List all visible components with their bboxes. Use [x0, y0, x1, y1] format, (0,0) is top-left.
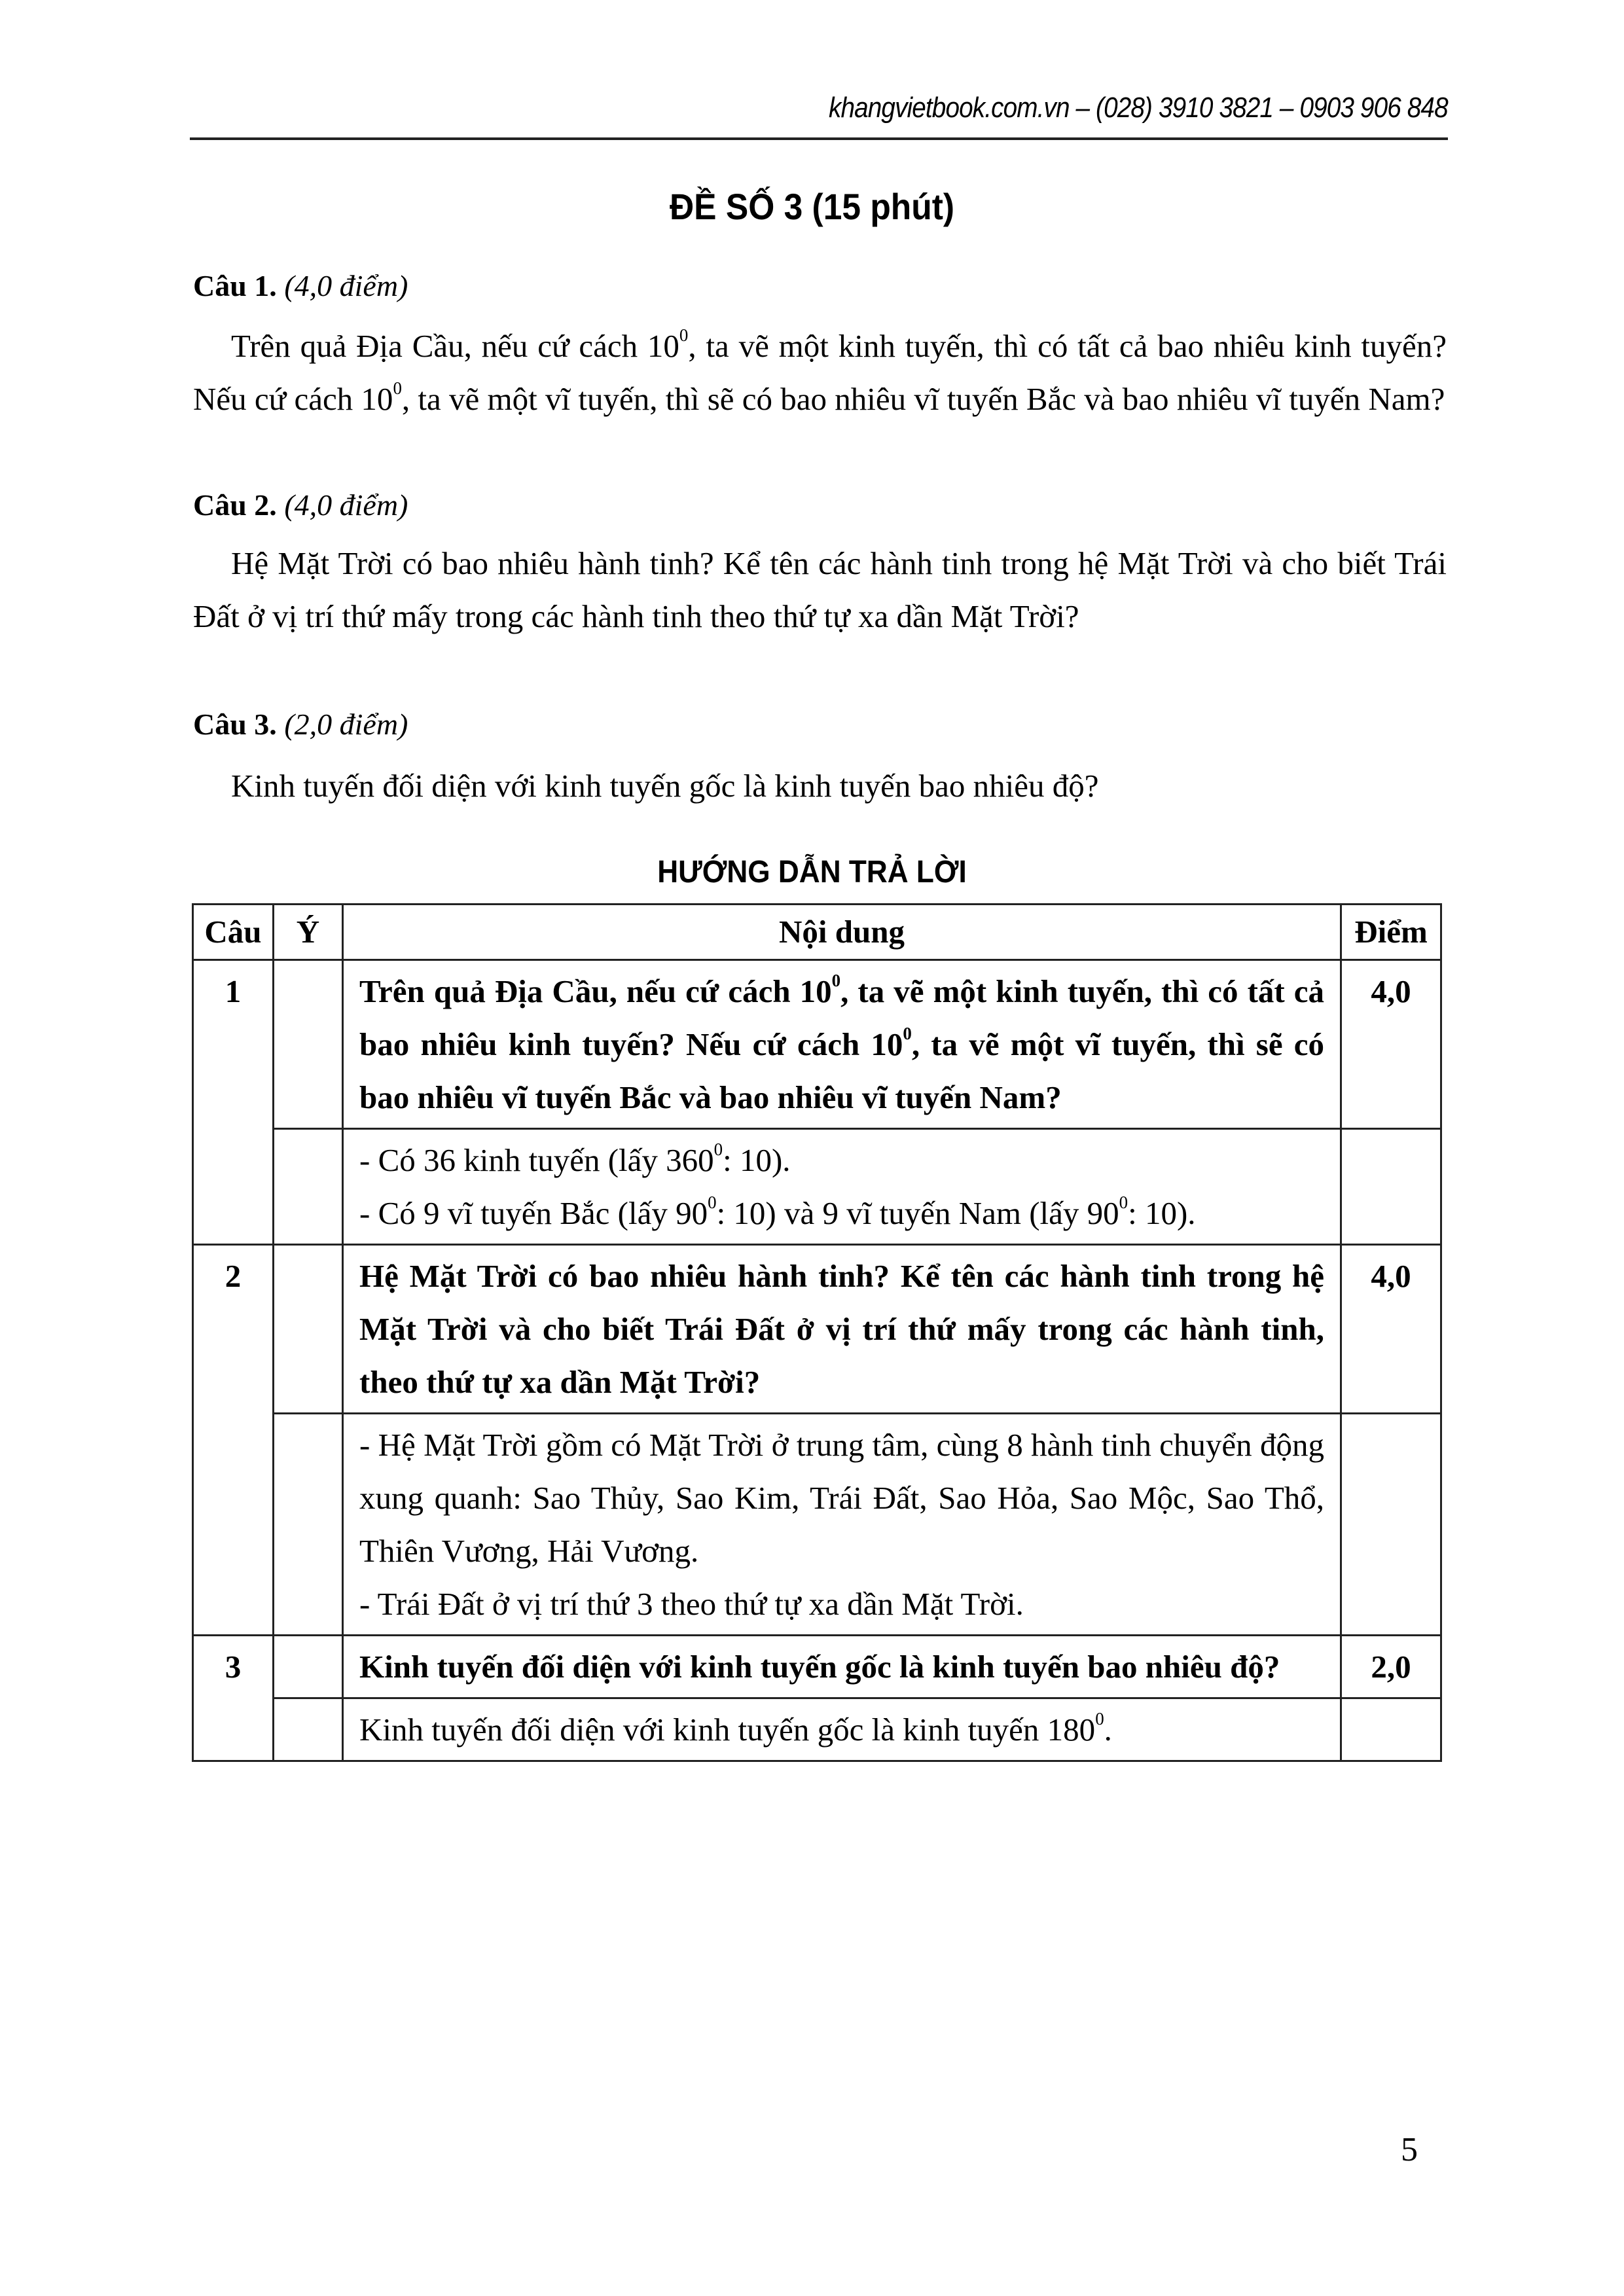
question-number: Câu 3.	[193, 708, 277, 741]
exam-title: ĐỀ SỐ 3 (15 phút)	[669, 186, 955, 227]
degree-superscript: 0	[708, 1192, 717, 1212]
question-content-cell: Hệ Mặt Trời có bao nhiêu hành tinh? Kể tên các hành tinh trong hệ Mặt Trời và cho biết Trái Đất ở vị trí thứ mấy trong các hành tinh, theo thứ tự xa dần Mặt Trời?	[343, 1245, 1341, 1414]
question-1-text	[193, 319, 1447, 425]
column-header-part: Ý	[274, 905, 343, 960]
degree-superscript: 0	[393, 378, 402, 398]
question-points: (2,0 điểm)	[284, 708, 408, 741]
text-segment: Trên quả Địa Cầu, nếu cứ cách 10	[359, 973, 832, 1009]
question-2-text: Hệ Mặt Trời có bao nhiêu hành tinh? Kể tên các hành tinh trong hệ Mặt Trời và cho biết Trái Đất ở vị trí thứ mấy trong các hành tinh theo thứ tự xa dần Mặt Trời?	[193, 545, 1447, 634]
answer-line: - Trái Đất ở vị trí thứ 3 theo thứ tự xa dần Mặt Trời.	[359, 1586, 1024, 1622]
score-cell: 4,0	[1341, 1245, 1441, 1414]
score-cell: 2,0	[1341, 1636, 1441, 1698]
text-segment: - Có 36 kinh tuyến (lấy 360	[359, 1142, 714, 1178]
part-cell	[274, 1698, 343, 1761]
answer-content-cell	[343, 1129, 1341, 1245]
answer-line	[359, 1187, 1324, 1240]
question-3-text: Kinh tuyến đối diện với kinh tuyến gốc là kinh tuyến bao nhiêu độ?	[231, 768, 1099, 804]
column-header-question: Câu	[193, 905, 274, 960]
question-number: Câu 1.	[193, 269, 277, 302]
answer-line: - Hệ Mặt Trời gồm có Mặt Trời ở trung tâm, cùng 8 hành tinh chuyển động xung quanh: Sao Thủy, Sao Kim, Trái Đất, Sao Hỏa, Sao Mộc, Sao Thổ, Thiên Vương, Hải Vương.	[359, 1427, 1324, 1569]
degree-superscript: 0	[1119, 1192, 1128, 1212]
question-number-cell: 3	[193, 1636, 274, 1761]
degree-superscript: 0	[831, 970, 841, 990]
question-1-label	[193, 268, 408, 303]
column-header-content: Nội dung	[343, 905, 1341, 960]
answer-line	[359, 1134, 1324, 1187]
part-cell	[274, 1245, 343, 1414]
degree-superscript: 0	[713, 1139, 723, 1159]
score-cell: 4,0	[1341, 960, 1441, 1129]
table-row	[193, 1698, 1441, 1761]
text-segment: Trên quả Địa Cầu, nếu cứ cách 10	[231, 328, 679, 364]
score-cell	[1341, 1698, 1441, 1761]
publisher-contact: khangvietbook.com.vn – (028) 3910 3821 – 0903 906 848	[829, 92, 1448, 124]
text-segment: , ta vẽ một vĩ tuyến, thì sẽ có bao nhiêu vĩ tuyến Bắc và bao nhiêu vĩ tuyến Nam?	[359, 1026, 1324, 1115]
table-row	[193, 960, 1441, 1129]
question-content-cell: Kinh tuyến đối diện với kinh tuyến gốc là kinh tuyến bao nhiêu độ?	[343, 1636, 1341, 1698]
question-3-label	[193, 707, 408, 742]
answer-table	[192, 903, 1442, 1762]
score-cell	[1341, 1129, 1441, 1245]
question-points: (4,0 điểm)	[284, 269, 408, 302]
table-row	[193, 1636, 1441, 1698]
answer-section-title: HƯỚNG DẪN TRẢ LỜI	[657, 855, 967, 889]
text-segment: .	[1104, 1712, 1112, 1748]
text-segment: - Có 9 vĩ tuyến Bắc (lấy 90	[359, 1195, 708, 1231]
question-number: Câu 2.	[193, 488, 277, 522]
text-segment: : 10).	[1128, 1195, 1196, 1231]
text-segment: : 10) và 9 vĩ tuyến Nam (lấy 90	[716, 1195, 1119, 1231]
part-cell	[274, 960, 343, 1129]
question-number-cell: 2	[193, 1245, 274, 1636]
text-segment: Kinh tuyến đối diện với kinh tuyến gốc là kinh tuyến 180	[359, 1712, 1096, 1748]
text-segment: , ta vẽ một kinh tuyến, thì có tất cả bao nhiêu kinh tuyến? Nếu cứ cách 10	[359, 973, 1325, 1062]
answer-content-cell	[343, 1698, 1341, 1761]
degree-superscript: 0	[903, 1023, 912, 1043]
question-2-label	[193, 488, 408, 522]
page-header	[190, 92, 1448, 140]
table-row	[193, 1245, 1441, 1414]
score-cell	[1341, 1414, 1441, 1636]
answer-content-cell	[343, 1414, 1341, 1636]
table-row	[193, 1129, 1441, 1245]
question-number-cell: 1	[193, 960, 274, 1245]
part-cell	[274, 1129, 343, 1245]
part-cell	[274, 1636, 343, 1698]
question-points: (4,0 điểm)	[284, 488, 408, 522]
part-cell	[274, 1414, 343, 1636]
text-segment: : 10).	[723, 1142, 791, 1178]
column-header-score: Điểm	[1341, 905, 1441, 960]
text-segment: , ta vẽ một vĩ tuyến, thì sẽ có bao nhiêu vĩ tuyến Bắc và bao nhiêu vĩ tuyến Nam?	[401, 381, 1445, 417]
table-header-row	[193, 905, 1441, 960]
table-row	[193, 1414, 1441, 1636]
question-content-cell	[343, 960, 1341, 1129]
text-segment: , ta vẽ một kinh tuyến, thì có tất cả bao nhiêu kinh tuyến? Nếu cứ cách 10	[193, 328, 1447, 417]
degree-superscript: 0	[679, 325, 689, 345]
page-number: 5	[1401, 2131, 1418, 2168]
degree-superscript: 0	[1095, 1708, 1104, 1729]
